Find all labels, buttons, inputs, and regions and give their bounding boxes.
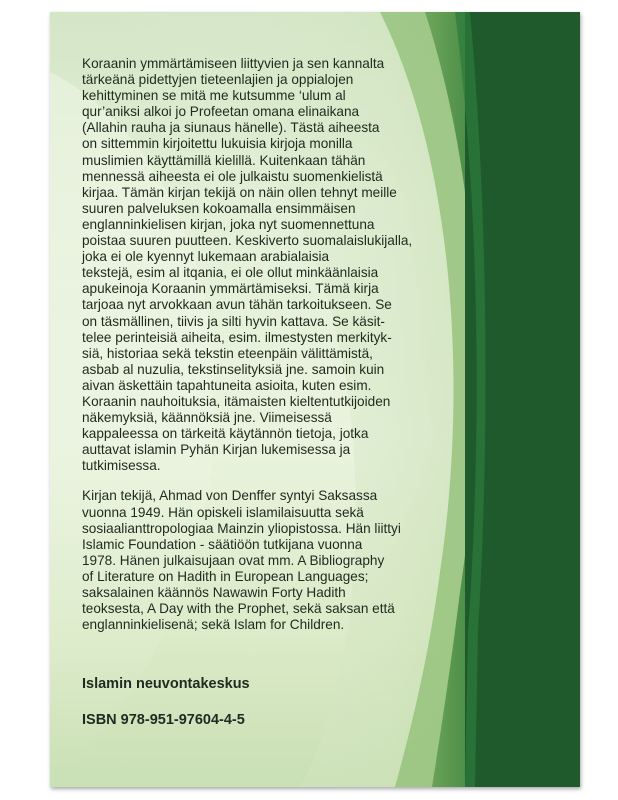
back-cover-text	[82, 56, 422, 633]
description-paragraph: Koraanin ymmärtämiseen liittyvien ja sen kannalta tärkeänä pidettyjen tieteenlajien ja oppialojen kehittyminen se mitä me kutsumme ‘ulum al qur’aniksi alkoi jo Profeetan omana elinaikana (Allahin rauha ja siunaus hänelle). Tästä aiheesta on sittemmin kirjoitettu lukuisia kirjoja monilla muslimien käyttämillä kielillä. Kuitenkaan tähän mennessä aiheesta ei ole julkaistu suomenkielistä kirjaa. Tämän kirjan tekijä on näin ollen tehnyt meille suuren palveluksen kokoamalla ensimmäisen englanninkielisen kirjan, joka nyt suomennettuna poistaa suuren puutteen. Keskiverto suomalaislukijalla, joka ei ole kyennyt lukemaan arabialaisia tekstejä, esim al itqania, ei ole ollut minkäänlaisia apukeinoja Koraanin ymmärtämiseksi. Tämä kirja tarjoaa nyt arvokkaan avun tähän tarkoitukseen. Se on täsmällinen, tiivis ja silti hyvin kattava. Se käsit- telee perinteisiä aiheita, esim. ilmestysten merkityk- siä, historiaa sekä tekstin eteenpäin välittämistä, asbab al nuzulia, tekstinselityksiä jne. samoin kuin aivan äskettäin tapahtuneita asioita, kuten esim. Koraanin nauhoituksia, itämaisten kieltentutkijoiden näkemyksiä, käännöksiä jne. Viimeisessä kappaleessa on tärkeitä käytännön tietoja, jotka auttavat islamin Pyhän Kirjan lukemisessa ja tutkimisessa.	[82, 56, 413, 474]
author-bio-paragraph: Kirjan tekijä, Ahmad von Denffer syntyi Saksassa vuonna 1949. Hän opiskeli islamilaisuutta sekä sosiaalianttropologiaa Mainzin yliopistossa. Hän liittyi Islamic Foundation - säätiöön tutkijana vuonna 1978. Hänen julkaisujaan ovat mm. A Bibliography of Literature on Hadith in European Languages; saksalainen käännös Nawawin Forty Hadith teoksesta, A Day with the Prophet, sekä saksan että englanninkielisenä; sekä Islam for Children.	[82, 488, 401, 633]
book-back-cover	[50, 12, 580, 787]
publisher-name: Islamin neuvontakeskus	[82, 676, 250, 692]
isbn-number: ISBN 978-951-97604-4-5	[82, 712, 245, 728]
